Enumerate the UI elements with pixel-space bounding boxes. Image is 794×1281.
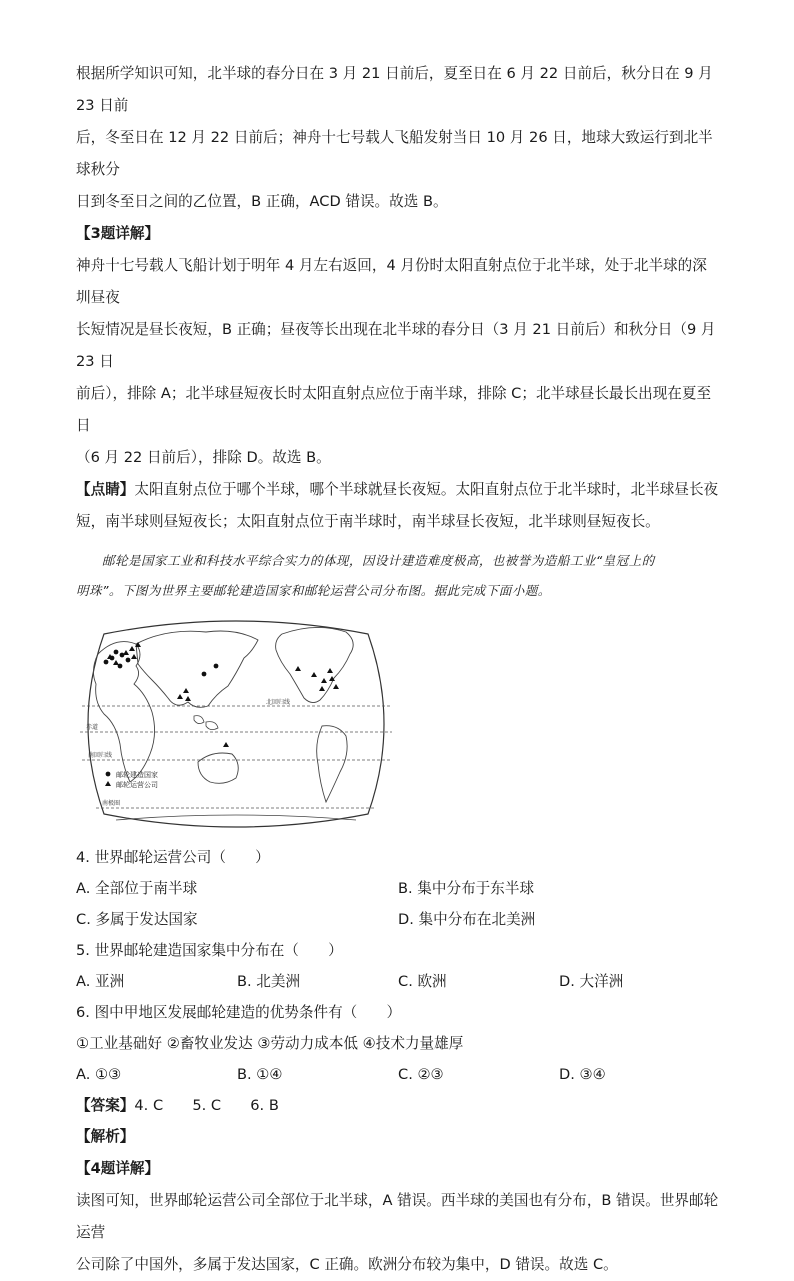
text-line: 神舟十七号载人飞船计划于明年 4 月左右返回，4 月份时太阳直射点位于北半球，处于北半球的深圳昼夜 [76, 257, 707, 306]
intro-text: 邮轮是国家工业和科技水平综合实力的体现，因设计建造难度极高，也被誉为造船工业“皇冠上的 [102, 553, 655, 568]
q6-option-a: A. ①③ [76, 1066, 122, 1083]
dianjing-line [76, 474, 720, 506]
q5-stem: 5. 世界邮轮建造国家集中分布在（ ） [76, 942, 343, 959]
q5-option-b: B. 北美洲 [237, 973, 301, 990]
q6-stem: 6. 图中甲地区发展邮轮建造的优势条件有（ ） [76, 1004, 402, 1021]
q4-option-a: A. 全部位于南半球 [76, 880, 198, 897]
q6-option-b: B. ①④ [237, 1066, 283, 1083]
dianjing-label: 【点睛】 [76, 481, 135, 498]
q6-option-c: C. ②③ [398, 1066, 444, 1083]
document-page [76, 58, 720, 1281]
text-line: 公司除了中国外，多属于发达国家，C 正确。欧洲分布较为集中，D 错误。故选 C。 [76, 1256, 618, 1273]
q4-option-c: C. 多属于发达国家 [76, 911, 198, 928]
equator-label: 赤道 [86, 724, 99, 731]
legend-circle-label: 邮轮建造国家 [116, 771, 158, 779]
answer-values: 4. C 5. C 6. B [134, 1097, 279, 1114]
q5-options [76, 966, 720, 997]
q5-option-a: A. 亚洲 [76, 973, 125, 990]
q5-option-d: D. 大洋洲 [559, 973, 624, 990]
q6-option-d: D. ③④ [559, 1066, 606, 1083]
text-line: 太阳直射点位于哪个半球，哪个半球就昼长夜短。太阳直射点位于北半球时，北半球昼长夜 [134, 481, 719, 498]
legend-triangle-label: 邮轮运营公司 [116, 781, 158, 789]
map-border [88, 621, 384, 827]
answer-line [76, 1090, 720, 1121]
text-line: 前后），排除 A；北半球昼短夜长时太阳直射点应位于南半球，排除 C；北半球昼长最长出现在夏至日 [76, 385, 712, 434]
q6-conditions: ①工业基础好 ②畜牧业发达 ③劳动力成本低 ④技术力量雄厚 [76, 1035, 464, 1052]
q4-option-d: D. 集中分布在北美洲 [398, 911, 536, 928]
q4-stem: 4. 世界邮轮运营公司（ ） [76, 849, 270, 866]
text-line: 日到冬至日之间的乙位置，B 正确，ACD 错误。故选 B。 [76, 193, 448, 210]
antarctic-label: 南极圈 [102, 800, 121, 807]
text-line: （6 月 22 日前后），排除 D。故选 B。 [76, 449, 331, 466]
shipbuilding-marker [202, 672, 207, 677]
world-map [76, 614, 396, 836]
legend-circle-icon [106, 772, 111, 777]
world-map-figure [76, 614, 396, 836]
tropic-capricorn-label: 南回归线 [88, 752, 113, 759]
answer-label: 【答案】 [76, 1097, 135, 1114]
intro-line [76, 546, 720, 576]
shipbuilding-marker [126, 658, 131, 663]
analysis-label: 【解析】 [76, 1128, 135, 1145]
text-line: 读图可知，世界邮轮运营公司全部位于北半球，A 错误。西半球的美国也有分布，B 错误。世界邮轮运营 [76, 1192, 719, 1241]
shipbuilding-marker [214, 664, 219, 669]
text-line: 后，冬至日在 12 月 22 日前后；神舟十七号载人飞船发射当日 10 月 26 日，地球大致运行到北半球秋分 [76, 129, 713, 178]
q6-options [76, 1059, 720, 1090]
q4-options [76, 873, 720, 935]
q4-header: 【4题详解】 [76, 1160, 160, 1177]
intro-text: 明珠”。下图为世界主要邮轮建造国家和邮轮运营公司分布图。据此完成下面小题。 [76, 583, 551, 598]
text-line: 根据所学知识可知，北半球的春分日在 3 月 21 日前后，夏至日在 6 月 22 日前后，秋分日在 9 月 23 日前 [76, 65, 713, 114]
tropic-cancer-label: 北回归线 [266, 699, 291, 706]
shipbuilding-marker [114, 650, 119, 655]
text-line: 长短情况是昼长夜短，B 正确；昼夜等长出现在北半球的春分日（3 月 21 日前后）和秋分日（9 月 23 日 [76, 321, 716, 370]
q5-option-c: C. 欧洲 [398, 973, 447, 990]
text-line: 短，南半球则昼短夜长；太阳直射点位于南半球时，南半球昼长夜短，北半球则昼短夜长。 [76, 513, 660, 530]
q3-header: 【3题详解】 [76, 225, 160, 242]
q4-option-b: B. 集中分布于东半球 [398, 880, 535, 897]
shipbuilding-marker [104, 660, 109, 665]
intro-line [76, 576, 720, 606]
